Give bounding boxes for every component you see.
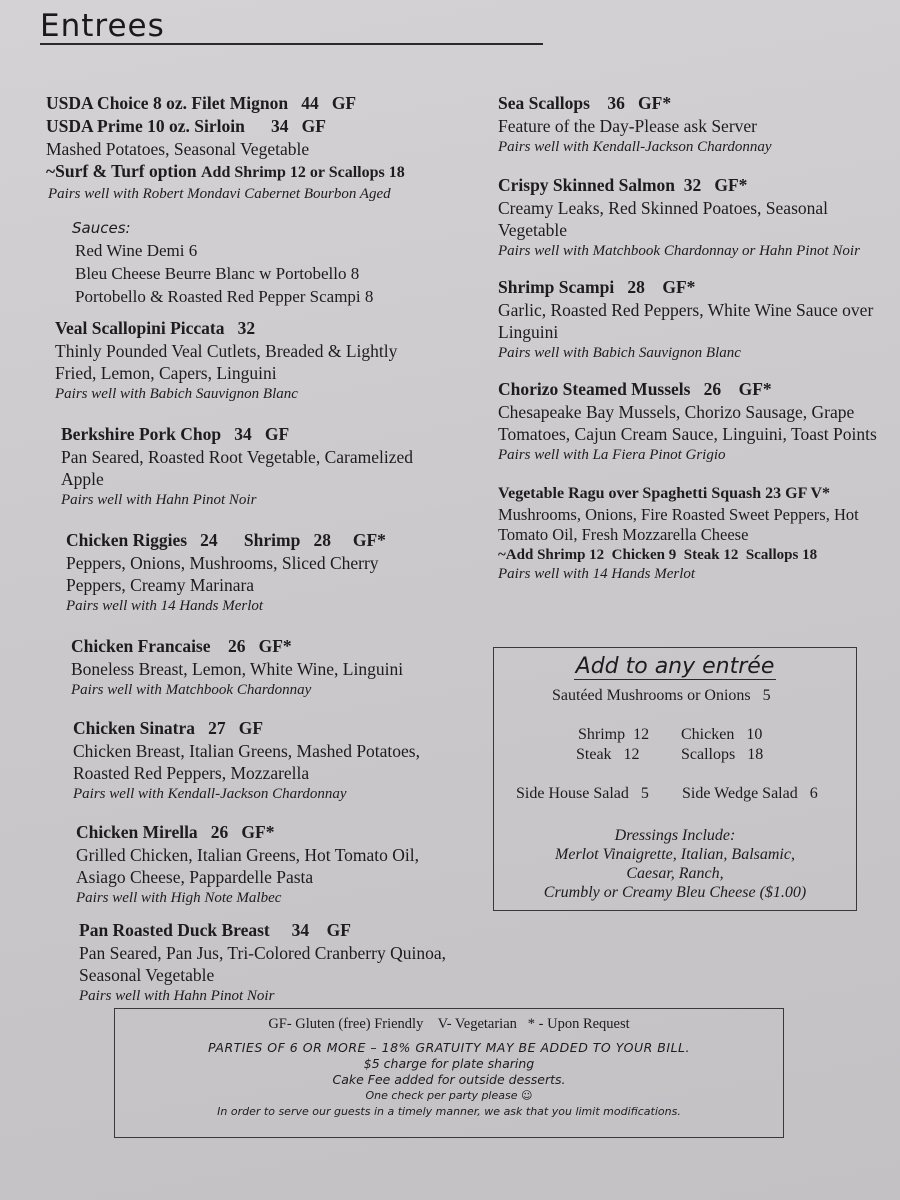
surf-turf-option [46, 160, 466, 184]
item-description: Chesapeake Bay Mussels, Chorizo Sausage, Grape Tomatoes, Cajun Cream Sauce, Linguini, Toast Points [498, 402, 877, 444]
item-description: Grilled Chicken, Italian Greens, Hot Tomato Oil, Asiago Cheese, Pappardelle Pasta [76, 845, 420, 887]
wine-pairing: Pairs well with Hahn Pinot Noir [61, 492, 257, 508]
gratuity-note: PARTIES OF 6 OR MORE – 18% GRATUITY MAY BE ADDED TO YOUR BILL. [208, 1040, 690, 1055]
modifications-note: In order to serve our guests in a timely manner, we ask that you limit modifications. [217, 1105, 681, 1118]
addon-steak: Steak 12 [576, 746, 640, 763]
menu-item [498, 482, 898, 584]
item-name: Sea Scallops 36 GF* [498, 93, 672, 113]
item-description: Pan Seared, Roasted Root Vegetable, Caramelized Apple [61, 447, 413, 489]
title-underline [40, 43, 543, 45]
addon-chicken: Chicken 10 [681, 726, 763, 743]
item-name: Chicken Francaise 26 GF* [71, 636, 292, 656]
dressings-list [494, 826, 856, 902]
item-name: Pan Roasted Duck Breast 34 GF [79, 920, 351, 940]
wine-pairing: Pairs well with Kendall-Jackson Chardonnay [498, 139, 772, 155]
sauce-item: Bleu Cheese Beurre Blanc w Portobello 8 [75, 264, 360, 283]
wine-pairing: Pairs well with High Note Malbec [76, 890, 282, 906]
item-description: Mashed Potatoes, Seasonal Vegetable [46, 139, 310, 159]
sauce-item: Red Wine Demi 6 [75, 241, 198, 260]
item-description: Boneless Breast, Lemon, White Wine, Linguini [71, 659, 404, 679]
item-name: USDA Prime 10 oz. Sirloin 34 GF [46, 116, 326, 136]
addon-wedge-salad: Side Wedge Salad 6 [682, 785, 818, 802]
wine-pairing: Pairs well with Matchbook Chardonnay or Hahn Pinot Noir [498, 243, 860, 259]
sauce-item: Portobello & Roasted Red Pepper Scampi 8 [75, 287, 374, 306]
add-ons-title: Add to any entrée [575, 654, 775, 679]
addon-house-salad: Side House Salad 5 [516, 785, 649, 802]
page-title: Entrees [40, 8, 165, 44]
item-name: Vegetable Ragu over Spaghetti Squash 23 GF V* [498, 485, 831, 502]
item-name: Chicken Sinatra 27 GF [73, 718, 264, 738]
item-description: Feature of the Day-Please ask Server [498, 116, 757, 136]
plate-sharing-note: $5 charge for plate sharing [363, 1056, 535, 1071]
addon-shrimp: Shrimp 12 [578, 726, 650, 743]
steak-block [46, 92, 466, 205]
item-description: Creamy Leaks, Red Skinned Poatoes, Seasonal Vegetable [498, 198, 829, 240]
right-column [498, 92, 898, 584]
wine-pairing: Pairs well with 14 Hands Merlot [66, 598, 264, 614]
policy-box [114, 1008, 784, 1138]
surf-turf-add: Add Shrimp 12 or Scallops 18 [200, 164, 405, 181]
item-addons: ~Add Shrimp 12 Chicken 9 Steak 12 Scallops 18 [498, 547, 818, 563]
wine-pairing: Pairs well with Babich Sauvignon Blanc [498, 345, 741, 361]
wine-pairing: Pairs well with 14 Hands Merlot [498, 566, 696, 582]
wine-pairing: Pairs well with Robert Mondavi Cabernet Bourbon Aged [48, 186, 391, 202]
item-name: Berkshire Pork Chop 34 GF [61, 424, 290, 444]
menu-item [55, 317, 435, 405]
wine-pairing: Pairs well with Kendall-Jackson Chardonnay [73, 786, 347, 802]
menu-item [498, 276, 878, 364]
surf-turf-label: ~Surf & Turf option [46, 161, 197, 181]
menu-item [498, 378, 883, 466]
item-description: Mushrooms, Onions, Fire Roasted Sweet Peppers, Hot Tomato Oil, Fresh Mozzarella Cheese [498, 505, 859, 544]
item-name: Veal Scallopini Piccata 32 [55, 318, 256, 338]
item-name: Chorizo Steamed Mussels 26 GF* [498, 379, 772, 399]
add-ons-box [493, 647, 857, 911]
menu-item [79, 919, 464, 1007]
dressings-line: Crumbly or Creamy Bleu Cheese ($1.00) [543, 884, 807, 901]
item-name: Chicken Mirella 26 GF* [76, 822, 275, 842]
addon-mushrooms: Sautéed Mushrooms or Onions 5 [552, 687, 771, 704]
menu-item [498, 174, 878, 262]
dressings-line: Caesar, Ranch, [626, 865, 724, 882]
left-column [46, 92, 466, 1007]
item-name: Shrimp Scampi 28 GF* [498, 277, 696, 297]
item-name: Crispy Skinned Salmon 32 GF* [498, 175, 748, 195]
wine-pairing: Pairs well with La Fiera Pinot Grigio [498, 447, 726, 463]
item-name: USDA Choice 8 oz. Filet Mignon 44 GF [46, 93, 357, 113]
item-description: Thinly Pounded Veal Cutlets, Breaded & Lightly Fried, Lemon, Capers, Linguini [55, 341, 398, 383]
sauces-block [72, 217, 466, 308]
dressings-heading: Dressings Include: [614, 827, 736, 844]
item-description: Pan Seared, Pan Jus, Tri-Colored Cranberry Quinoa, Seasonal Vegetable [79, 943, 446, 985]
menu-item [498, 92, 878, 158]
menu-item [71, 635, 451, 701]
dressings-line: Merlot Vinaigrette, Italian, Balsamic, [555, 846, 795, 863]
cake-fee-note: Cake Fee added for outside desserts. [332, 1072, 566, 1087]
menu-item [73, 717, 443, 805]
wine-pairing: Pairs well with Hahn Pinot Noir [79, 988, 275, 1004]
wine-pairing: Pairs well with Babich Sauvignon Blanc [55, 386, 298, 402]
item-description: Peppers, Onions, Mushrooms, Sliced Cherry Peppers, Creamy Marinara [66, 553, 379, 595]
menu-item [61, 423, 446, 511]
item-description: Garlic, Roasted Red Peppers, White Wine Sauce over Linguini [498, 300, 874, 342]
item-name: Chicken Riggies 24 Shrimp 28 GF* [66, 530, 386, 550]
menu-item [76, 821, 436, 909]
item-description: Chicken Breast, Italian Greens, Mashed Potatoes, Roasted Red Peppers, Mozzarella [73, 741, 420, 783]
menu-item [66, 529, 406, 617]
addon-scallops: Scallops 18 [681, 746, 764, 763]
one-check-note: One check per party please ☺ [365, 1089, 533, 1102]
sauces-heading: Sauces: [72, 219, 131, 237]
dietary-legend: GF- Gluten (free) Friendly V- Vegetarian * - Upon Request [268, 1016, 630, 1032]
wine-pairing: Pairs well with Matchbook Chardonnay [71, 682, 312, 698]
